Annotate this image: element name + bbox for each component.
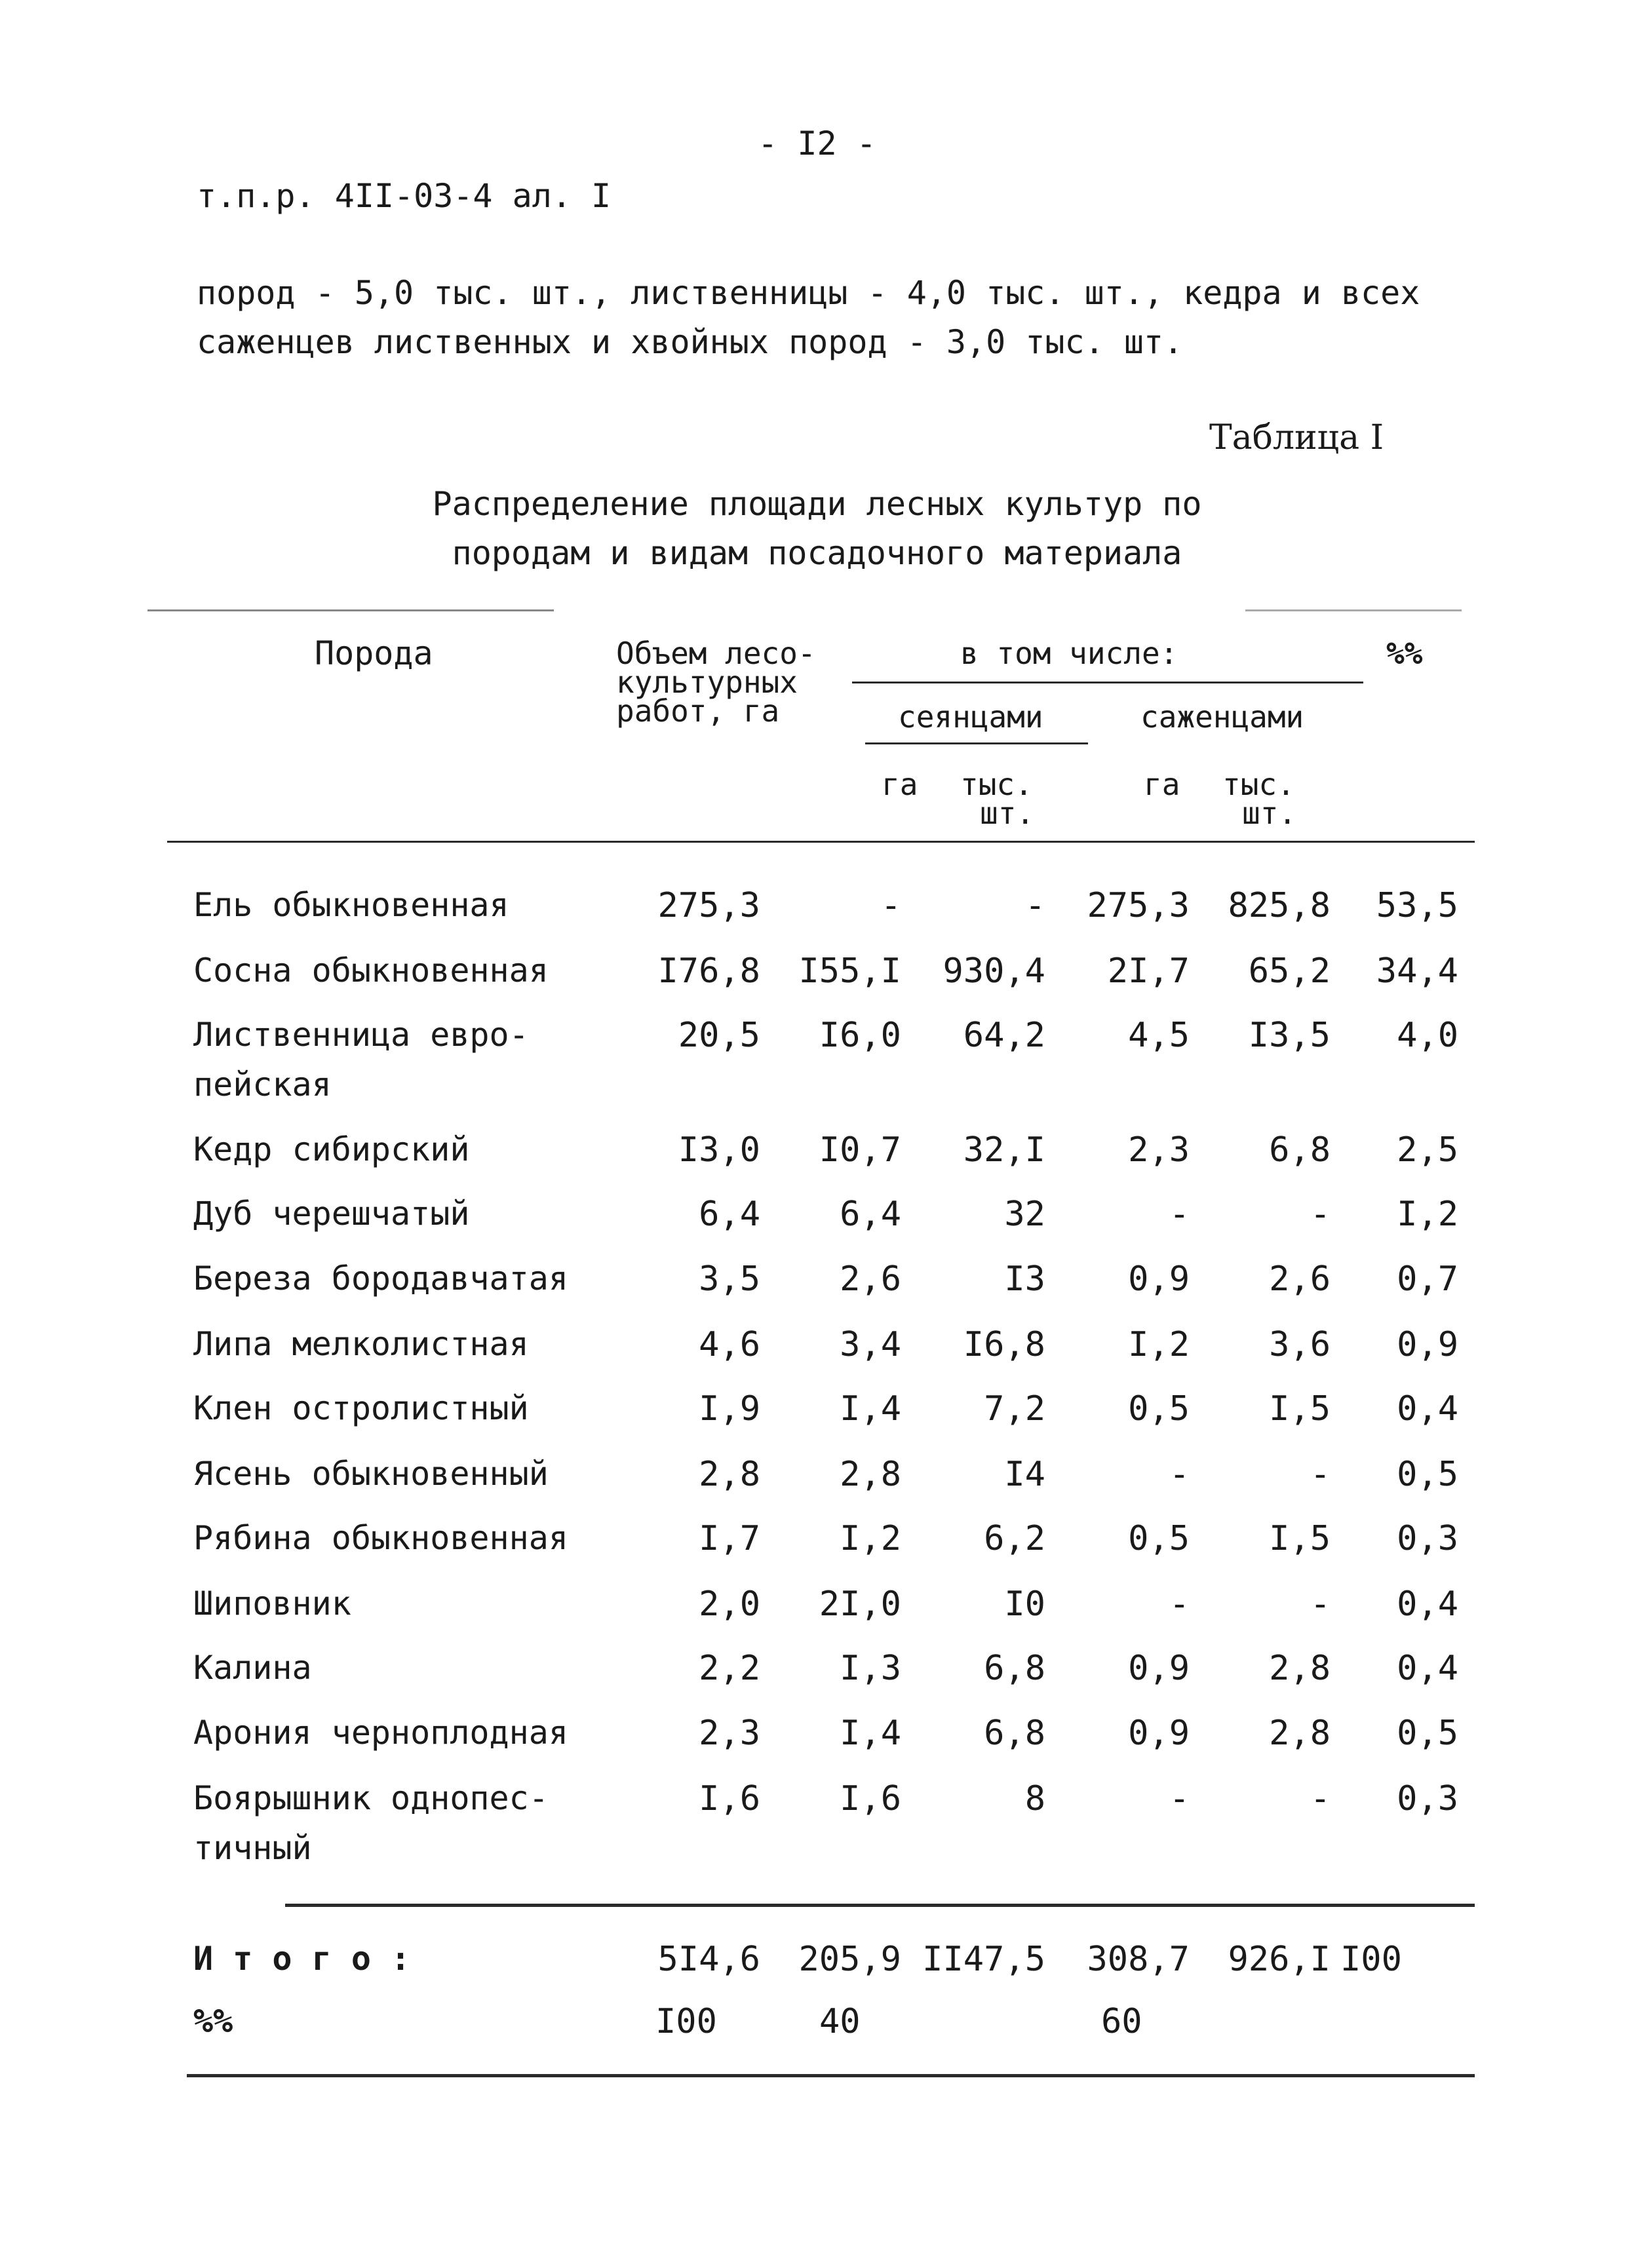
- cell-saplings-ha: 2I,7: [1107, 951, 1190, 991]
- species-name-line-1: Ясень обыкновенный: [193, 1455, 549, 1493]
- cell-volume: I,6: [699, 1779, 760, 1818]
- cell-saplings-ha: 2,3: [1128, 1130, 1190, 1170]
- cell-saplings-ha: 0,5: [1128, 1519, 1190, 1558]
- cell-seedlings-ha: 6,4: [840, 1195, 901, 1234]
- cell-percent: 0,4: [1397, 1585, 1458, 1624]
- row-species-name: [193, 886, 509, 924]
- cell-seedlings-thousand: I0: [1004, 1585, 1045, 1624]
- column-header-species: Порода: [315, 634, 433, 672]
- header-rule-seedlings: [865, 742, 1088, 744]
- row-species-name: [193, 951, 549, 990]
- percent-row-seedlings: 40: [819, 2002, 861, 2041]
- cell-volume: 275,3: [657, 886, 760, 925]
- intro-line-2: саженцев лиственных и хвойных пород - 3,0 тыс. шт.: [197, 323, 1184, 361]
- table-top-rule-left: [147, 609, 554, 611]
- header-rule-including: [852, 682, 1363, 683]
- column-header-percent: %%: [1386, 636, 1423, 671]
- cell-saplings-thousand: -: [1310, 1779, 1331, 1818]
- total-seedlings-ha: 205,9: [798, 1940, 901, 1979]
- table-label: Таблица I: [1209, 418, 1384, 457]
- cell-volume: 4,6: [699, 1325, 760, 1364]
- cell-seedlings-thousand: 6,2: [984, 1519, 1045, 1558]
- species-name-line-1: Сосна обыкновенная: [193, 951, 549, 990]
- cell-seedlings-ha: 3,4: [840, 1325, 901, 1364]
- cell-saplings-thousand: I3,5: [1248, 1016, 1331, 1055]
- cell-seedlings-thousand: 8: [1024, 1779, 1045, 1818]
- cell-saplings-ha: 0,9: [1128, 1714, 1190, 1753]
- cell-saplings-thousand: 2,8: [1269, 1649, 1331, 1688]
- cell-volume: 6,4: [699, 1195, 760, 1234]
- cell-seedlings-ha: I,4: [840, 1389, 901, 1429]
- cell-saplings-thousand: I,5: [1269, 1389, 1331, 1429]
- cell-volume: 20,5: [678, 1016, 760, 1055]
- cell-saplings-ha: 0,5: [1128, 1389, 1190, 1429]
- cell-volume: I,7: [699, 1519, 760, 1558]
- cell-seedlings-ha: I,4: [840, 1714, 901, 1753]
- cell-saplings-thousand: 2,6: [1269, 1259, 1331, 1299]
- table-title-line-1: Распределение площади лесных культур по: [432, 485, 1202, 523]
- cell-percent: 0,4: [1397, 1389, 1458, 1429]
- table-bottom-rule: [187, 2074, 1475, 2077]
- cell-seedlings-ha: I,3: [840, 1649, 901, 1688]
- row-species-name: [193, 1130, 469, 1168]
- column-header-seedlings: сеянцами: [898, 699, 1043, 735]
- row-species-name: [193, 1714, 568, 1752]
- document-code: т.п.р. 4II-03-4 ал. I: [197, 177, 612, 215]
- cell-saplings-ha: -: [1169, 1455, 1190, 1494]
- cell-saplings-thousand: 3,6: [1269, 1325, 1331, 1364]
- cell-volume: 2,3: [699, 1714, 760, 1753]
- cell-percent: 2,5: [1397, 1130, 1458, 1170]
- cell-seedlings-ha: I,6: [840, 1779, 901, 1818]
- column-header-saplings: саженцами: [1140, 699, 1304, 735]
- cell-percent: 0,3: [1397, 1779, 1458, 1818]
- column-header-saplings-ha: га: [1144, 767, 1180, 802]
- species-name-line-1: Ель обыкновенная: [193, 886, 509, 924]
- page-number: - I2 -: [758, 125, 876, 163]
- cell-seedlings-ha: I0,7: [819, 1130, 901, 1170]
- cell-saplings-ha: I,2: [1128, 1325, 1190, 1364]
- cell-volume: I,9: [699, 1389, 760, 1429]
- percent-row-label: %%: [193, 2002, 233, 2040]
- row-species-name: [193, 1649, 312, 1687]
- cell-seedlings-thousand: I6,8: [963, 1325, 1045, 1364]
- species-name-line-2: тичный: [193, 1829, 312, 1867]
- cell-volume: I76,8: [657, 951, 760, 991]
- cell-percent: I,2: [1397, 1195, 1458, 1234]
- total-seedlings-thousand: II47,5: [922, 1940, 1045, 1979]
- percent-row-volume: I00: [655, 2002, 717, 2041]
- species-name-line-1: Калина: [193, 1649, 312, 1687]
- total-saplings-ha: 308,7: [1087, 1940, 1190, 1979]
- total-saplings-thousand: 926,I: [1228, 1940, 1331, 1979]
- cell-saplings-ha: -: [1169, 1585, 1190, 1624]
- cell-saplings-thousand: -: [1310, 1195, 1331, 1234]
- cell-saplings-ha: 275,3: [1087, 886, 1190, 925]
- species-name-line-1: Клен остролистный: [193, 1389, 529, 1427]
- cell-percent: 53,5: [1376, 886, 1458, 925]
- cell-saplings-thousand: -: [1310, 1585, 1331, 1624]
- cell-saplings-ha: -: [1169, 1779, 1190, 1818]
- row-species-name: [193, 1195, 469, 1233]
- cell-percent: 0,4: [1397, 1649, 1458, 1688]
- cell-volume: 2,8: [699, 1455, 760, 1494]
- header-bottom-rule: [167, 841, 1475, 843]
- cell-seedlings-thousand: -: [1024, 886, 1045, 925]
- cell-seedlings-ha: 2I,0: [819, 1585, 901, 1624]
- column-header-volume-line-3: работ, га: [616, 693, 780, 729]
- cell-volume: I3,0: [678, 1130, 760, 1170]
- column-header-including: в том числе:: [960, 636, 1178, 671]
- species-name-line-1: Рябина обыкновенная: [193, 1519, 568, 1557]
- cell-percent: 0,7: [1397, 1259, 1458, 1299]
- table-top-rule-right: [1245, 609, 1462, 611]
- row-species-name: [193, 1779, 549, 1867]
- cell-seedlings-ha: I55,I: [798, 951, 901, 991]
- cell-seedlings-thousand: 6,8: [984, 1714, 1045, 1753]
- column-header-saplings-thousand-line-2: шт.: [1242, 796, 1297, 831]
- column-header-seedlings-thousand-line-1: тыс.: [960, 767, 1033, 802]
- cell-seedlings-thousand: 7,2: [984, 1389, 1045, 1429]
- row-species-name: [193, 1519, 568, 1557]
- cell-seedlings-thousand: 930,4: [943, 951, 1045, 991]
- cell-seedlings-ha: I,2: [840, 1519, 901, 1558]
- cell-saplings-thousand: 2,8: [1269, 1714, 1331, 1753]
- species-name-line-1: Лиственница евро-: [193, 1016, 529, 1054]
- cell-percent: 34,4: [1376, 951, 1458, 991]
- species-name-line-1: Арония черноплодная: [193, 1714, 568, 1752]
- cell-saplings-ha: 0,9: [1128, 1649, 1190, 1688]
- total-percent: I00: [1340, 1940, 1402, 1979]
- row-species-name: [193, 1259, 568, 1297]
- cell-seedlings-thousand: 64,2: [963, 1016, 1045, 1055]
- species-name-line-1: Кедр сибирский: [193, 1130, 470, 1168]
- cell-saplings-thousand: 6,8: [1269, 1130, 1331, 1170]
- cell-seedlings-thousand: I4: [1004, 1455, 1045, 1494]
- species-name-line-2: пейская: [193, 1066, 332, 1104]
- species-name-line-1: Шиповник: [193, 1585, 351, 1623]
- species-name-line-1: Береза бородавчатая: [193, 1259, 568, 1297]
- row-species-name: [193, 1389, 529, 1427]
- cell-saplings-thousand: -: [1310, 1455, 1331, 1494]
- column-header-volume-line-1: Объем лесо-: [616, 636, 816, 671]
- cell-volume: 2,0: [699, 1585, 760, 1624]
- total-label: И т о г о :: [193, 1940, 411, 1978]
- cell-volume: 3,5: [699, 1259, 760, 1299]
- cell-seedlings-ha: I6,0: [819, 1016, 901, 1055]
- row-species-name: [193, 1455, 549, 1493]
- intro-line-1: пород - 5,0 тыс. шт., лиственницы - 4,0 тыс. шт., кедра и всех: [197, 274, 1420, 312]
- total-volume: 5I4,6: [657, 1940, 760, 1979]
- cell-saplings-ha: 4,5: [1128, 1016, 1190, 1055]
- column-header-seedlings-ha: га: [882, 767, 918, 802]
- cell-seedlings-ha: 2,6: [840, 1259, 901, 1299]
- total-rule: [285, 1904, 1475, 1907]
- column-header-volume-line-2: культурных: [616, 664, 798, 700]
- column-header-saplings-thousand-line-1: тыс.: [1222, 767, 1295, 802]
- cell-seedlings-thousand: I3: [1004, 1259, 1045, 1299]
- table-title-line-2: породам и видам посадочного материала: [452, 534, 1182, 572]
- cell-saplings-thousand: 65,2: [1248, 951, 1331, 991]
- cell-saplings-thousand: 825,8: [1228, 886, 1331, 925]
- cell-percent: 0,9: [1397, 1325, 1458, 1364]
- cell-saplings-ha: -: [1169, 1195, 1190, 1234]
- cell-seedlings-ha: -: [880, 886, 901, 925]
- percent-row-saplings: 60: [1101, 2002, 1142, 2041]
- species-name-line-1: Липа мелколистная: [193, 1325, 529, 1363]
- column-header-seedlings-thousand-line-2: шт.: [980, 796, 1035, 831]
- cell-percent: 0,3: [1397, 1519, 1458, 1558]
- cell-seedlings-ha: 2,8: [840, 1455, 901, 1494]
- cell-volume: 2,2: [699, 1649, 760, 1688]
- cell-seedlings-thousand: 32: [1004, 1195, 1045, 1234]
- cell-seedlings-thousand: 6,8: [984, 1649, 1045, 1688]
- row-species-name: [193, 1585, 351, 1623]
- cell-saplings-thousand: I,5: [1269, 1519, 1331, 1558]
- cell-seedlings-thousand: 32,I: [963, 1130, 1045, 1170]
- cell-saplings-ha: 0,9: [1128, 1259, 1190, 1299]
- cell-percent: 0,5: [1397, 1714, 1458, 1753]
- species-name-line-1: Дуб черешчатый: [193, 1195, 470, 1233]
- row-species-name: [193, 1016, 529, 1104]
- cell-percent: 4,0: [1397, 1016, 1458, 1055]
- row-species-name: [193, 1325, 529, 1363]
- species-name-line-1: Боярышник однопес-: [193, 1779, 549, 1817]
- cell-percent: 0,5: [1397, 1455, 1458, 1494]
